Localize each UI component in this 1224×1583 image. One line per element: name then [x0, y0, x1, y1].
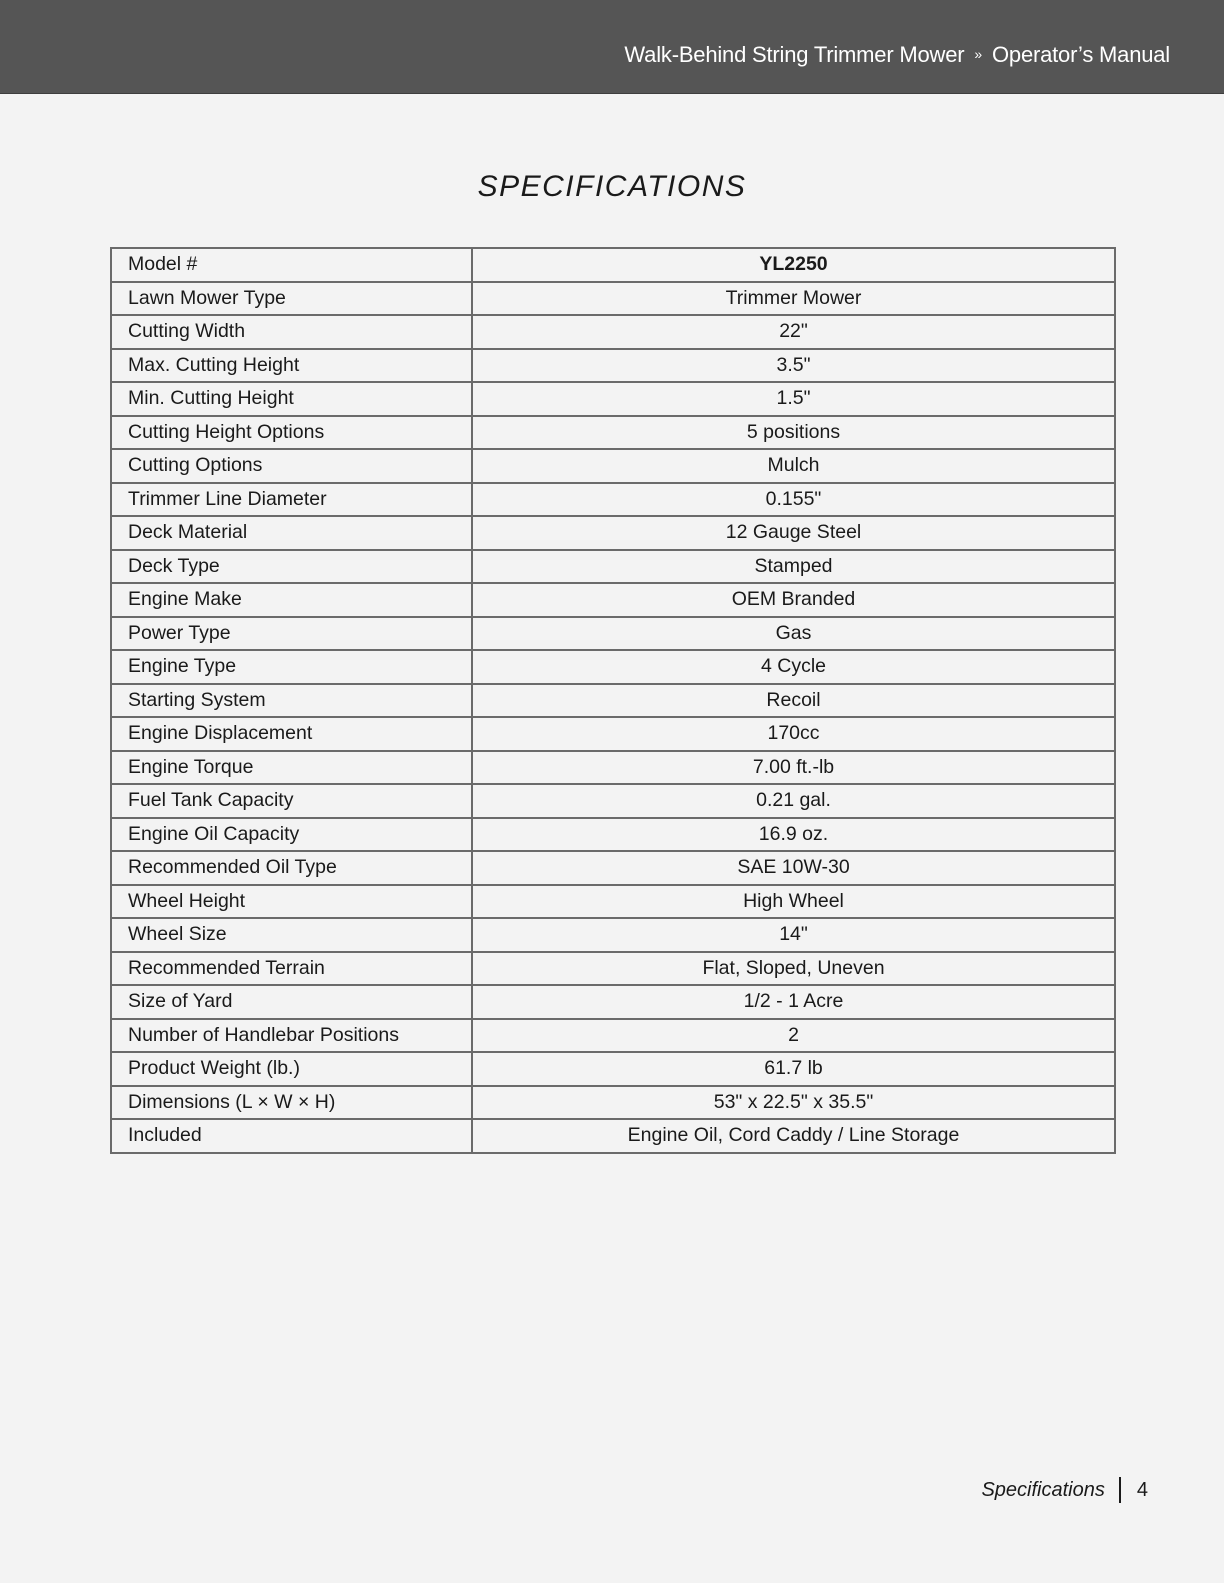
spec-value: 16.9 oz. [472, 818, 1115, 852]
spec-value: Engine Oil, Cord Caddy / Line Storage [472, 1119, 1115, 1153]
spec-row [111, 1086, 1115, 1120]
spec-label: Recommended Terrain [111, 952, 472, 986]
page-footer [981, 1477, 1148, 1503]
spec-value: 4 Cycle [472, 650, 1115, 684]
page-title: SPECIFICATIONS [477, 170, 747, 203]
spec-label: Deck Material [111, 516, 472, 550]
spec-label: Wheel Height [111, 885, 472, 919]
spec-row [111, 516, 1115, 550]
spec-row [111, 818, 1115, 852]
spec-row [111, 483, 1115, 517]
spec-label: Number of Handlebar Positions [111, 1019, 472, 1053]
spec-value: Recoil [472, 684, 1115, 718]
spec-row [111, 282, 1115, 316]
spec-label: Cutting Width [111, 315, 472, 349]
spec-row [111, 952, 1115, 986]
spec-value: 1/2 - 1 Acre [472, 985, 1115, 1019]
spec-label: Wheel Size [111, 918, 472, 952]
spec-label: Fuel Tank Capacity [111, 784, 472, 818]
footer-divider [1119, 1477, 1121, 1503]
footer-section-label: Specifications [981, 1478, 1105, 1501]
spec-row [111, 382, 1115, 416]
spec-label: Engine Oil Capacity [111, 818, 472, 852]
spec-value: Mulch [472, 449, 1115, 483]
spec-row [111, 1019, 1115, 1053]
spec-value: 0.21 gal. [472, 784, 1115, 818]
spec-value: Gas [472, 617, 1115, 651]
spec-label: Dimensions (L × W × H) [111, 1086, 472, 1120]
spec-value: 61.7 lb [472, 1052, 1115, 1086]
spec-label: Power Type [111, 617, 472, 651]
spec-value: 170cc [472, 717, 1115, 751]
spec-row [111, 650, 1115, 684]
spec-row [111, 583, 1115, 617]
spec-label: Model # [111, 248, 472, 282]
spec-value: 3.5" [472, 349, 1115, 383]
header-separator: » [974, 46, 982, 62]
spec-value: 5 positions [472, 416, 1115, 450]
spec-row [111, 617, 1115, 651]
spec-value: OEM Branded [472, 583, 1115, 617]
spec-label: Engine Make [111, 583, 472, 617]
spec-label: Trimmer Line Diameter [111, 483, 472, 517]
spec-value: 1.5" [472, 382, 1115, 416]
spec-label: Cutting Options [111, 449, 472, 483]
spec-label: Cutting Height Options [111, 416, 472, 450]
spec-row [111, 985, 1115, 1019]
header-title [624, 42, 1170, 68]
page-number: 4 [1136, 1478, 1148, 1501]
spec-value: Trimmer Mower [472, 282, 1115, 316]
spec-label: Deck Type [111, 550, 472, 584]
spec-row [111, 918, 1115, 952]
spec-row [111, 1119, 1115, 1153]
spec-label: Included [111, 1119, 472, 1153]
spec-label: Recommended Oil Type [111, 851, 472, 885]
spec-row [111, 751, 1115, 785]
spec-label: Lawn Mower Type [111, 282, 472, 316]
spec-value: High Wheel [472, 885, 1115, 919]
spec-row [111, 684, 1115, 718]
header-bar [0, 0, 1224, 94]
spec-row [111, 248, 1115, 282]
spec-row [111, 550, 1115, 584]
header-product: Walk-Behind String Trimmer Mower [624, 42, 965, 67]
spec-value: 14" [472, 918, 1115, 952]
header-doc: Operator’s Manual [992, 42, 1170, 67]
spec-table [110, 247, 1116, 1154]
spec-label: Product Weight (lb.) [111, 1052, 472, 1086]
spec-value: 7.00 ft.-lb [472, 751, 1115, 785]
spec-value: Stamped [472, 550, 1115, 584]
spec-table-body [111, 248, 1115, 1153]
spec-label: Engine Torque [111, 751, 472, 785]
spec-row [111, 885, 1115, 919]
spec-value: Flat, Sloped, Uneven [472, 952, 1115, 986]
spec-label: Min. Cutting Height [111, 382, 472, 416]
spec-row [111, 449, 1115, 483]
spec-label: Engine Type [111, 650, 472, 684]
spec-label: Max. Cutting Height [111, 349, 472, 383]
spec-label: Size of Yard [111, 985, 472, 1019]
spec-label: Engine Displacement [111, 717, 472, 751]
spec-label: Starting System [111, 684, 472, 718]
spec-row [111, 851, 1115, 885]
spec-value: YL2250 [472, 248, 1115, 282]
spec-value: 22" [472, 315, 1115, 349]
spec-row [111, 416, 1115, 450]
spec-value: 2 [472, 1019, 1115, 1053]
spec-row [111, 1052, 1115, 1086]
spec-row [111, 784, 1115, 818]
spec-row [111, 349, 1115, 383]
spec-value: 12 Gauge Steel [472, 516, 1115, 550]
spec-value: 53" x 22.5" x 35.5" [472, 1086, 1115, 1120]
spec-value: SAE 10W-30 [472, 851, 1115, 885]
spec-row [111, 315, 1115, 349]
spec-row [111, 717, 1115, 751]
spec-value: 0.155" [472, 483, 1115, 517]
